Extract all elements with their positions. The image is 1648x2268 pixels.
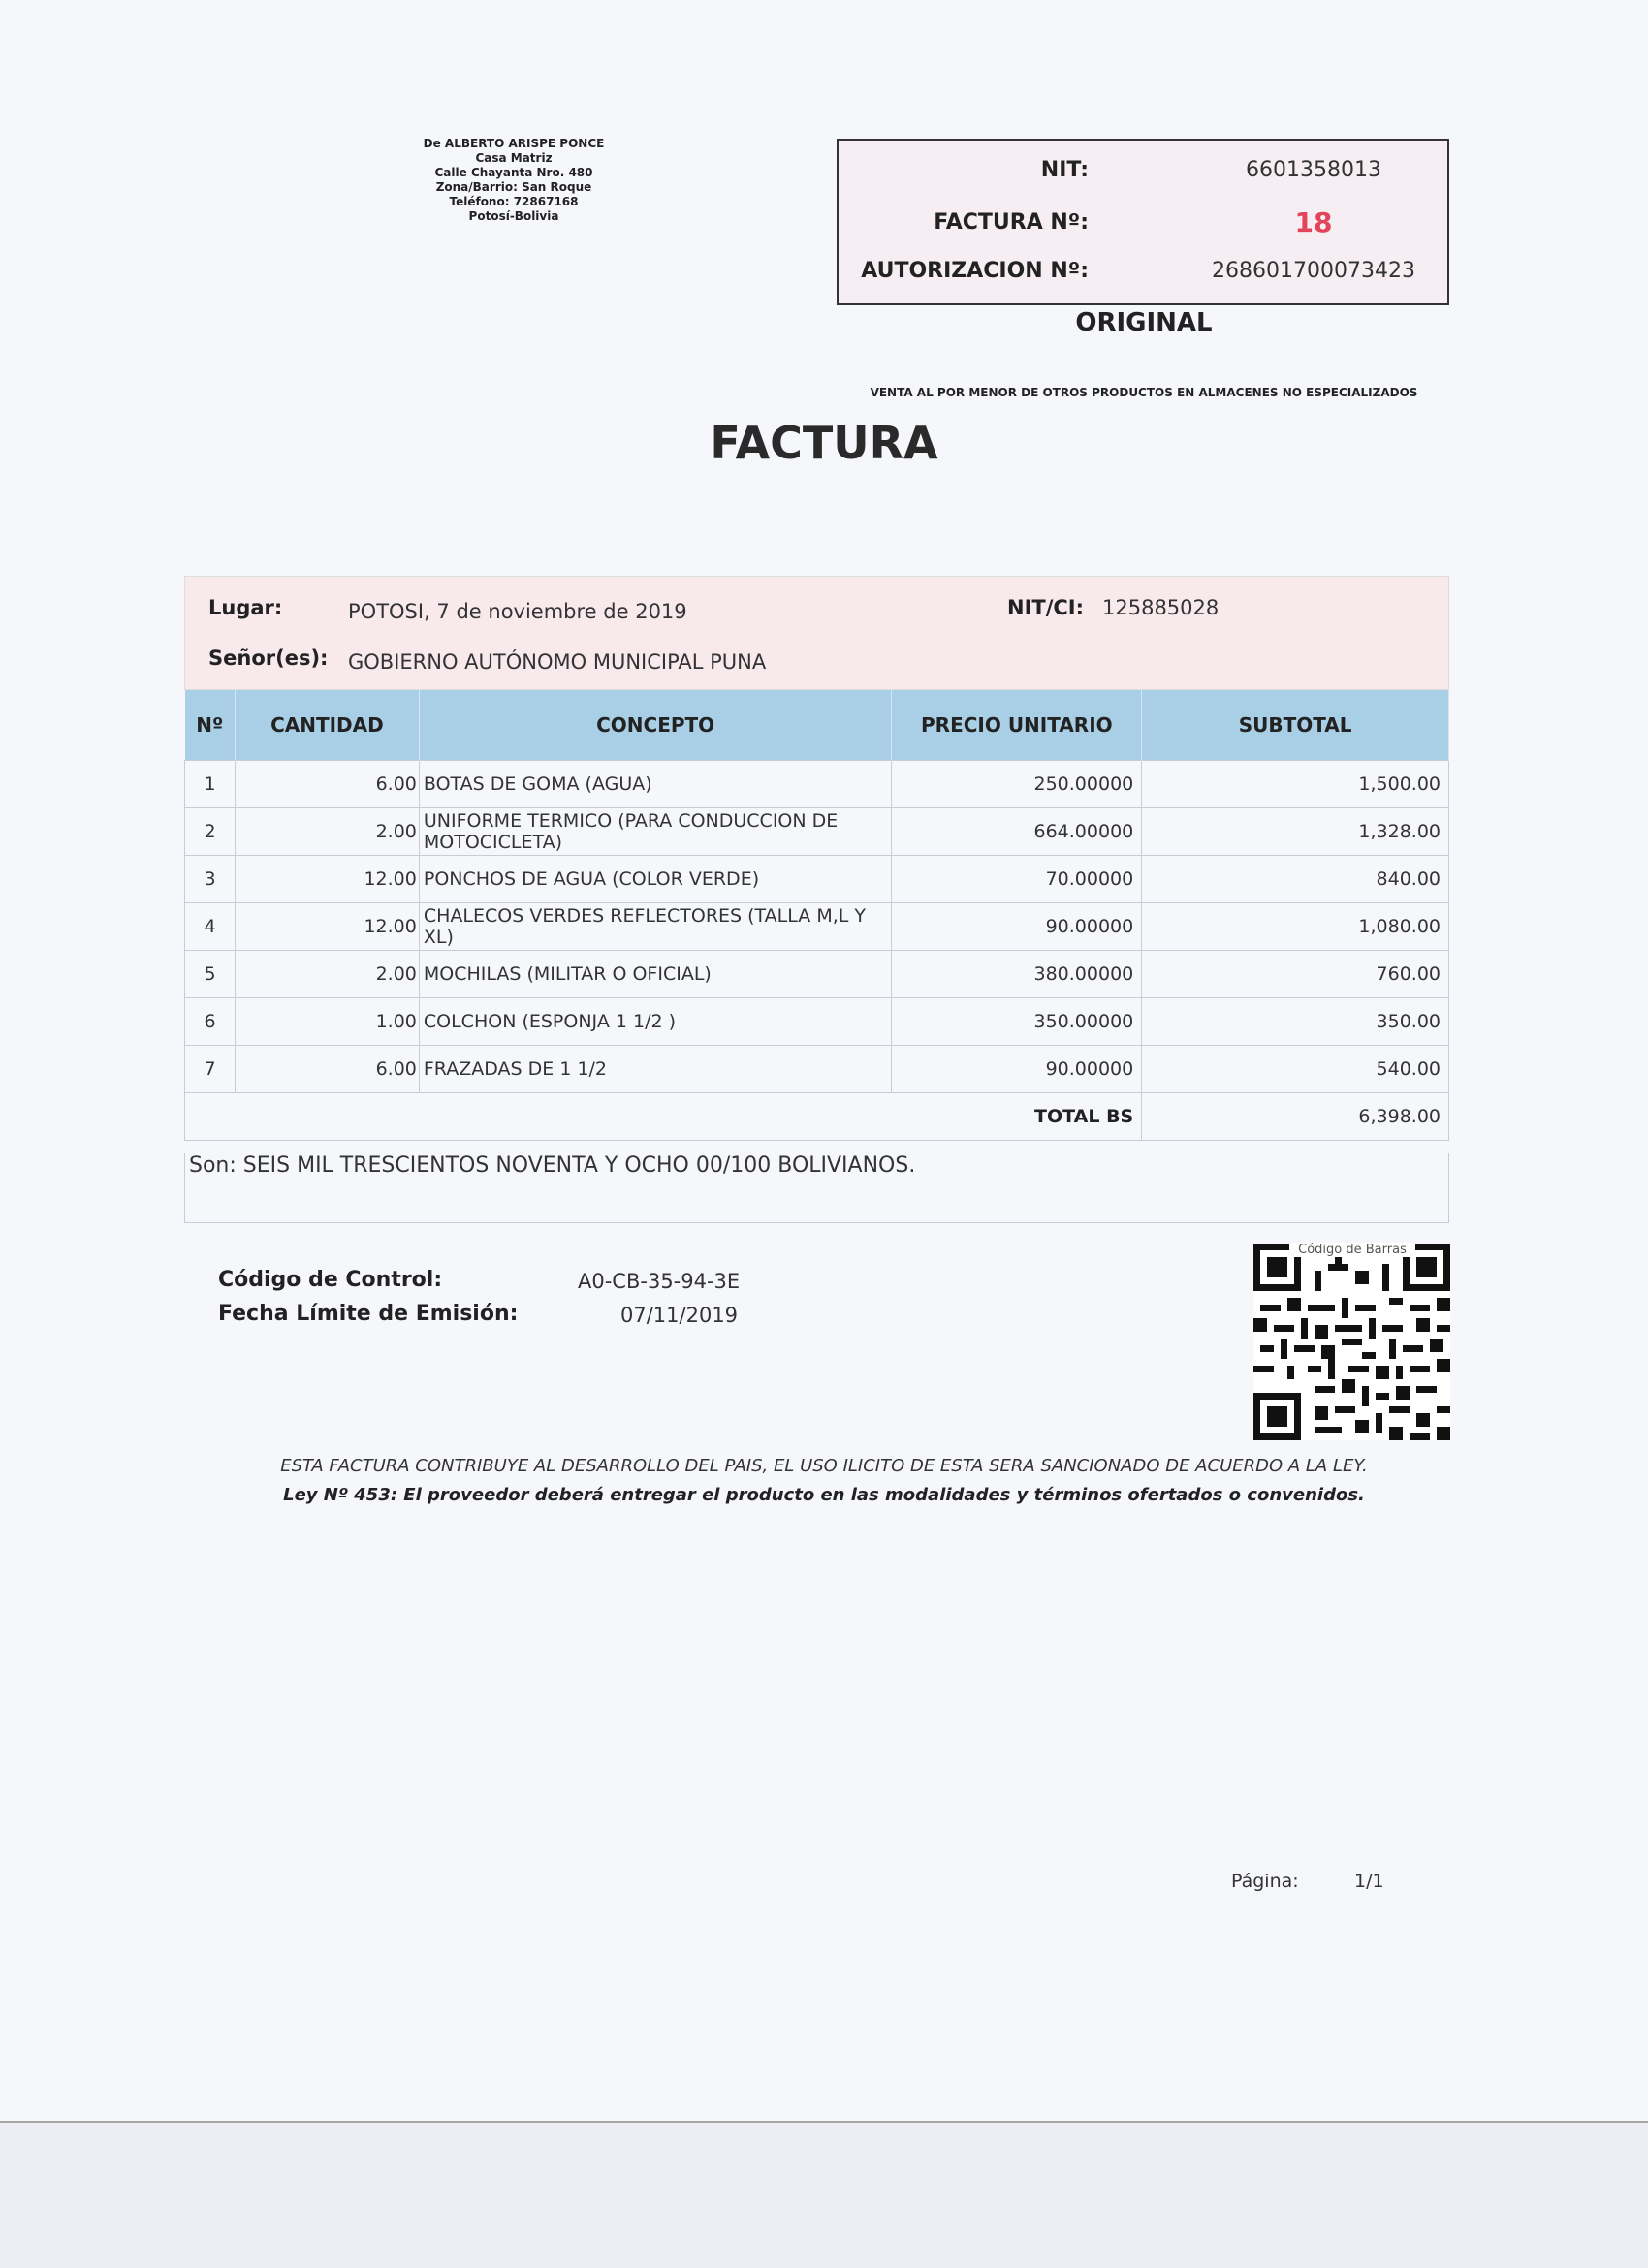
amount-in-words-box [184,1153,1449,1223]
row-quantity: 12.00 [235,903,419,951]
control-code-label: Código de Control: [218,1268,443,1292]
header-unit-price: PRECIO UNITARIO [892,690,1142,761]
control-code-value: A0-CB-35-94-3E [578,1270,741,1293]
row-subtotal: 1,080.00 [1142,903,1449,951]
header-subtotal: SUBTOTAL [1142,690,1449,761]
autorizacion-row [839,259,1447,298]
row-unit-price: 664.00000 [892,808,1142,856]
emitter-address: Calle Chayanta Nro. 480 [434,166,593,179]
header-no: Nº [185,690,236,761]
row-unit-price: 90.00000 [892,903,1142,951]
row-no: 3 [185,856,236,903]
amount-in-words: Son: SEIS MIL TRESCIENTOS NOVENTA Y OCHO 00/100 BOLIVIANOS. [189,1153,916,1178]
copy-label: ORIGINAL [1075,308,1213,337]
row-quantity: 2.00 [235,951,419,998]
row-subtotal: 760.00 [1142,951,1449,998]
emitter-name: De ALBERTO ARISPE PONCE [423,137,605,150]
row-concept: PONCHOS DE AGUA (COLOR VERDE) [419,856,892,903]
row-unit-price: 70.00000 [892,856,1142,903]
table-row [185,1046,1449,1093]
scan-background [0,2123,1648,2268]
emitter-block [368,137,659,224]
deadline-value: 07/11/2019 [620,1304,739,1327]
total-spacer [185,1093,892,1141]
row-subtotal: 540.00 [1142,1046,1449,1093]
economic-activity: VENTA AL POR MENOR DE OTROS PRODUCTOS EN ALMACENES NO ESPECIALIZADOS [870,386,1418,399]
nit-value: 6601358013 [1246,158,1381,182]
law-legend: Ley Nº 453: El proveedor deberá entregar el producto en las modalidades y términos ofertados o convenidos. [283,1485,1365,1505]
nitci-label: NIT/CI: [1007,596,1085,619]
row-quantity: 1.00 [235,998,419,1046]
row-no: 1 [185,761,236,808]
senor-value: GOBIERNO AUTÓNOMO MUNICIPAL PUNA [348,650,767,674]
row-subtotal: 1,328.00 [1142,808,1449,856]
row-no: 2 [185,808,236,856]
total-label: TOTAL BS [892,1093,1142,1141]
table-row [185,903,1449,951]
row-no: 6 [185,998,236,1046]
row-unit-price: 90.00000 [892,1046,1142,1093]
row-subtotal: 350.00 [1142,998,1449,1046]
header-quantity: CANTIDAD [235,690,419,761]
row-concept: UNIFORME TERMICO (PARA CONDUCCION DE MOTOCICLETA) [419,808,892,856]
total-value: 6,398.00 [1142,1093,1449,1141]
senor-label: Señor(es): [208,646,329,670]
row-unit-price: 350.00000 [892,998,1142,1046]
table-row [185,998,1449,1046]
row-concept: BOTAS DE GOMA (AGUA) [419,761,892,808]
table-row [185,761,1449,808]
row-quantity: 2.00 [235,808,419,856]
emitter-zone: Zona/Barrio: San Roque [435,180,592,194]
table-row [185,951,1449,998]
page-number: 1/1 [1354,1871,1384,1892]
row-quantity: 12.00 [235,856,419,903]
lugar-value: POTOSI, 7 de noviembre de 2019 [348,600,687,623]
row-no: 7 [185,1046,236,1093]
factura-number: 18 [1294,206,1333,238]
autorizacion-label: AUTORIZACION Nº: [861,259,1089,283]
row-unit-price: 380.00000 [892,951,1142,998]
row-quantity: 6.00 [235,761,419,808]
row-concept: COLCHON (ESPONJA 1 1/2 ) [419,998,892,1046]
nit-label: NIT: [1040,158,1089,182]
lugar-label: Lugar: [208,596,283,619]
row-quantity: 6.00 [235,1046,419,1093]
client-info [184,576,1449,690]
nitci-value: 125885028 [1102,596,1220,619]
row-concept: MOCHILAS (MILITAR O OFICIAL) [419,951,892,998]
emitter-phone: Teléfono: 72867168 [449,195,579,208]
emitter-city: Potosí-Bolivia [468,209,559,223]
table-row [185,808,1449,856]
factura-row [839,206,1447,249]
row-subtotal: 1,500.00 [1142,761,1449,808]
invoice-id-box [837,139,1449,305]
deadline-label: Fecha Límite de Emisión: [218,1302,519,1326]
row-concept: CHALECOS VERDES REFLECTORES (TALLA M,L Y XL) [419,903,892,951]
table-row [185,856,1449,903]
document-title: FACTURA [710,417,938,469]
total-row [185,1093,1449,1141]
items-table [184,690,1449,1141]
header-concept: CONCEPTO [419,690,892,761]
row-no: 5 [185,951,236,998]
legal-legend: ESTA FACTURA CONTRIBUYE AL DESARROLLO DEL PAIS, EL USO ILICITO DE ESTA SERA SANCIONADO DE ACUERDO A LA LEY. [280,1456,1368,1476]
row-concept: FRAZADAS DE 1 1/2 [419,1046,892,1093]
nit-row [839,158,1447,197]
row-unit-price: 250.00000 [892,761,1142,808]
table-header-row [185,690,1449,761]
qr-code-icon [1253,1244,1450,1440]
qr-caption: Código de Barras [1289,1243,1415,1257]
page-label: Página: [1231,1871,1299,1892]
row-no: 4 [185,903,236,951]
factura-label: FACTURA Nº: [934,210,1089,235]
row-subtotal: 840.00 [1142,856,1449,903]
emitter-branch: Casa Matriz [475,151,553,165]
autorizacion-value: 268601700073423 [1212,259,1415,283]
